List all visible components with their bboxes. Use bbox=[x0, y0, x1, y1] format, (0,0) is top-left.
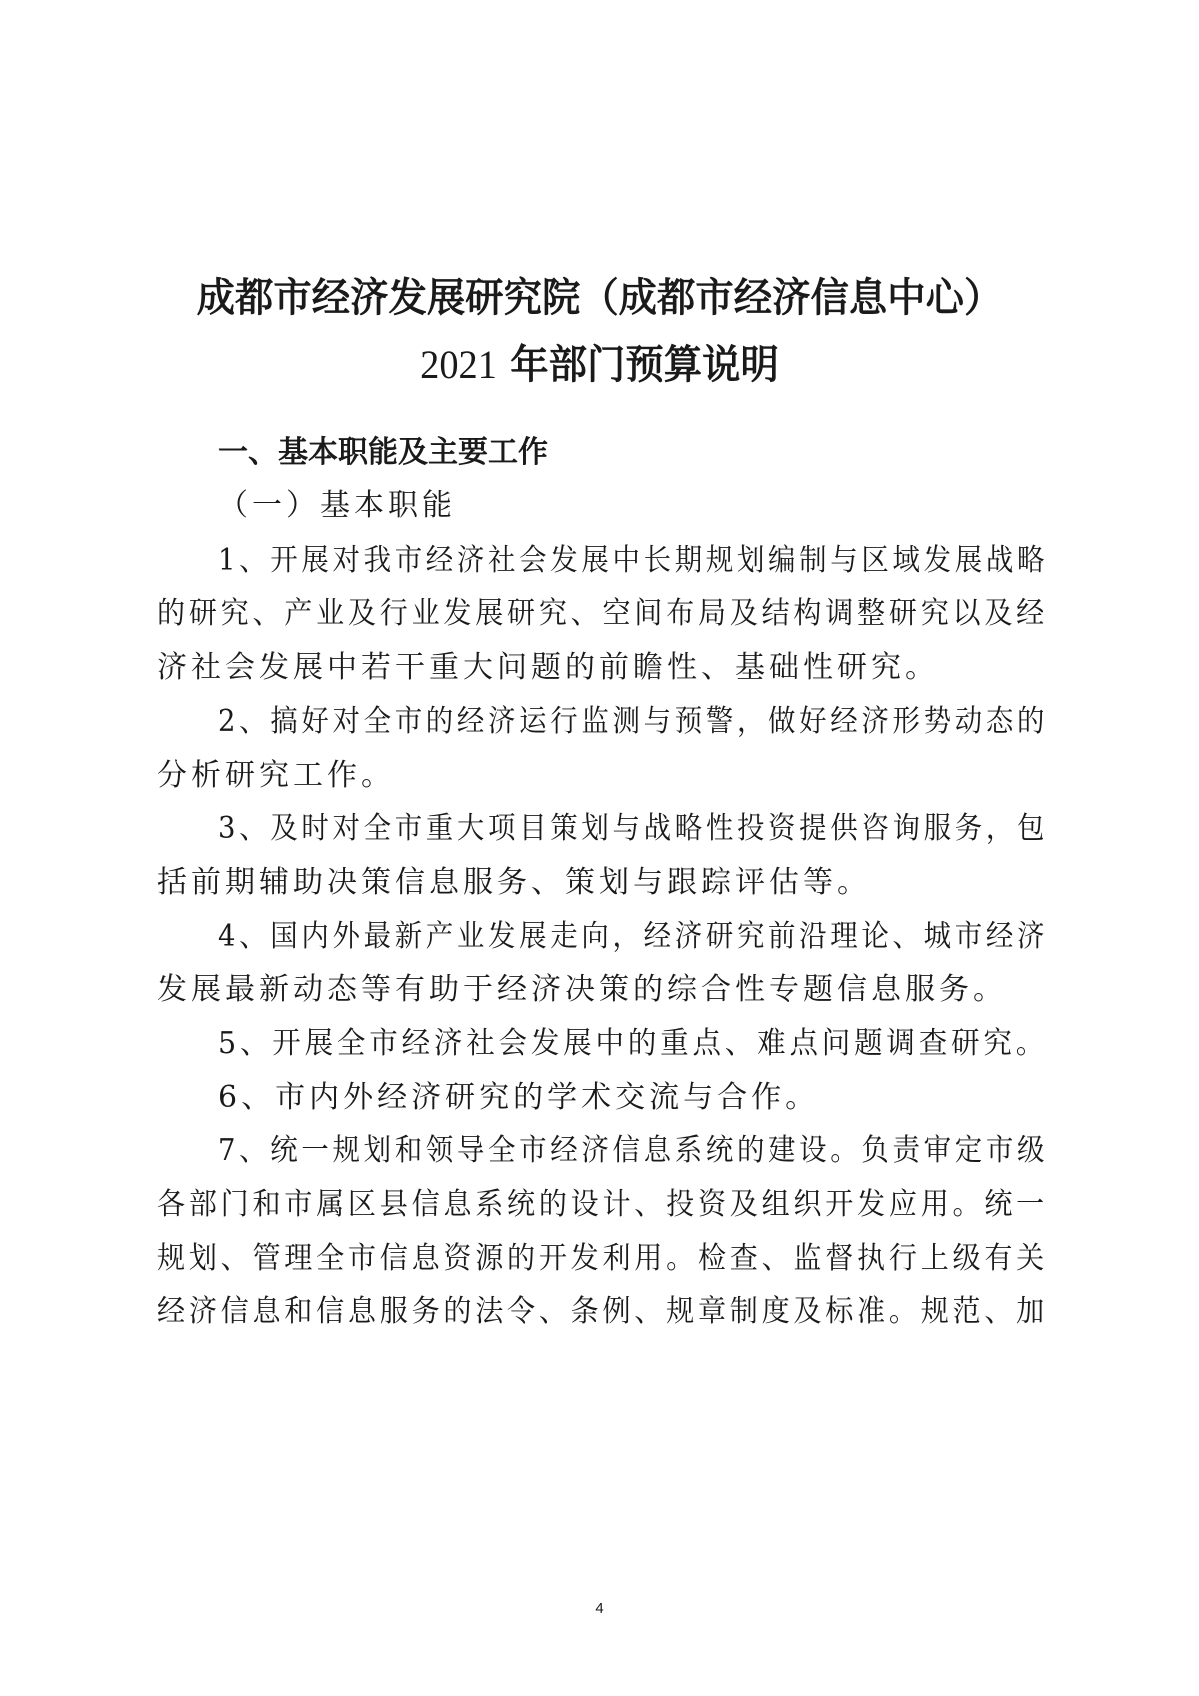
paragraph-line: 2、搞好对全市的经济运行监测与预警，做好经济形势动态的 bbox=[218, 704, 1049, 739]
paragraph-line: 5、开展全市经济社会发展中的重点、难点问题调查研究。 bbox=[218, 1026, 1049, 1061]
paragraph-line: 济社会发展中若干重大问题的前瞻性、基础性研究。 bbox=[157, 650, 939, 685]
paragraph-line: 各部门和市属区县信息系统的设计、投资及组织开发应用。统一 bbox=[157, 1187, 1048, 1222]
paragraph-line: 经济信息和信息服务的法令、条例、规章制度及标准。规范、加 bbox=[157, 1294, 1048, 1329]
document-title-line2 bbox=[25, 340, 1175, 390]
paragraph-line: 发展最新动态等有助于经济决策的综合性专题信息服务。 bbox=[157, 972, 1007, 1007]
paragraph-line: 3、及时对全市重大项目策划与战略性投资提供咨询服务，包 bbox=[218, 811, 1049, 846]
title-rest: 年部门预算说明 bbox=[496, 342, 779, 388]
paragraph-line: 1、开展对我市经济社会发展中长期规划编制与区域发展战略 bbox=[218, 543, 1049, 578]
subsection-heading: （一）基本职能 bbox=[218, 488, 456, 523]
section-heading: 一、基本职能及主要工作 bbox=[218, 435, 548, 470]
paragraph-line: 6、市内外经济研究的学术交流与合作。 bbox=[218, 1080, 820, 1115]
paragraph-line: 7、统一规划和领导全市经济信息系统的建设。负责审定市级 bbox=[218, 1133, 1049, 1168]
paragraph-line: 的研究、产业及行业发展研究、空间布局及结构调整研究以及经 bbox=[157, 596, 1048, 631]
title-year: 2021 bbox=[420, 342, 497, 387]
document-title-line1: 成都市经济发展研究院（成都市经济信息中心） bbox=[196, 275, 1003, 321]
paragraph-line: 分析研究工作。 bbox=[157, 758, 395, 793]
paragraph-line: 规划、管理全市信息资源的开发利用。检查、监督执行上级有关 bbox=[157, 1241, 1048, 1276]
paragraph-line: 4、国内外最新产业发展走向，经济研究前沿理论、城市经济 bbox=[218, 919, 1049, 954]
page-number: 4 bbox=[595, 1600, 604, 1617]
paragraph-line: 括前期辅助决策信息服务、策划与跟踪评估等。 bbox=[157, 865, 871, 900]
